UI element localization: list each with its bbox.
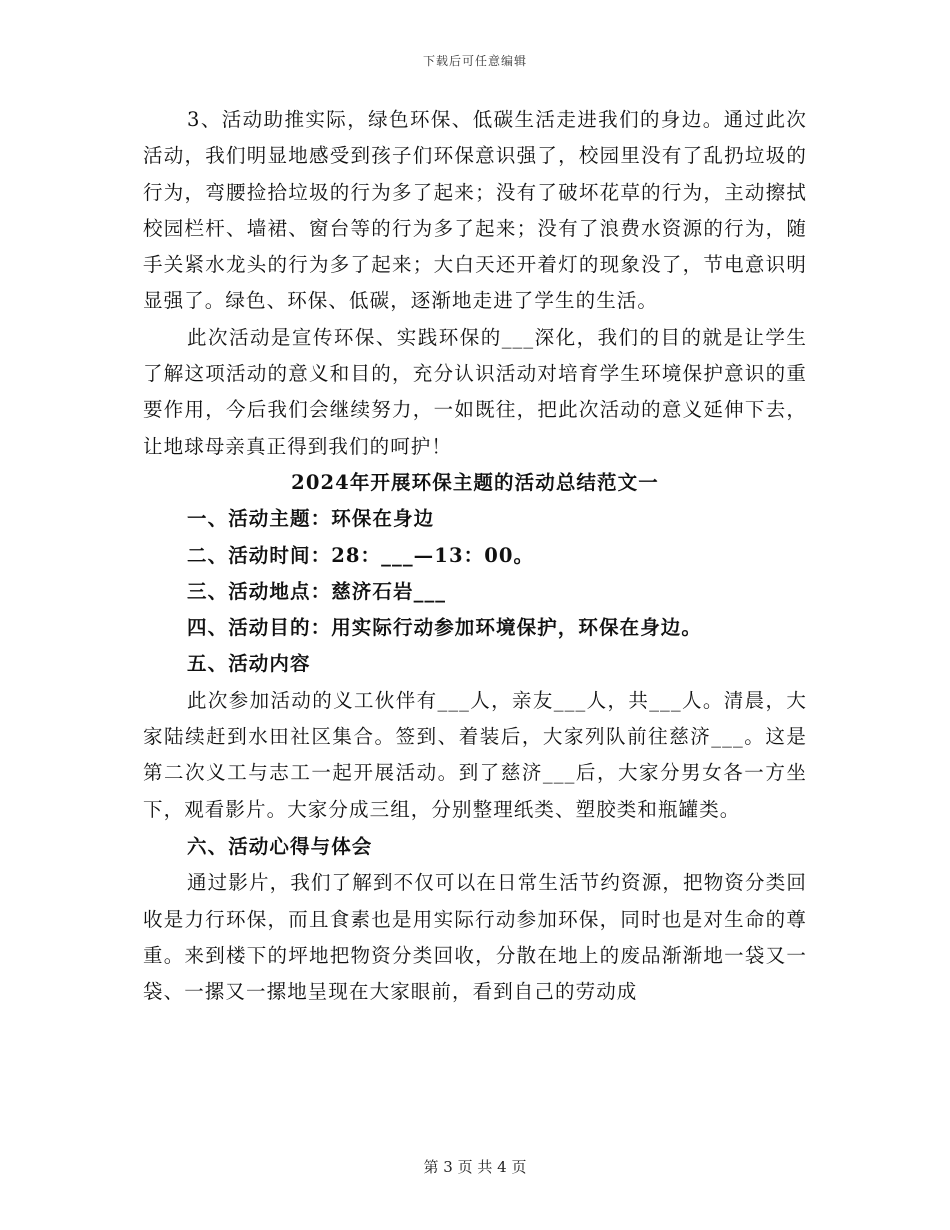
heading-activity-time: 二、活动时间：28：___—13：00。 — [187, 543, 535, 567]
paragraph-activity-content: 此次参加活动的义工伙伴有___人，亲友___人，共___人。清晨，大家陆续赶到水田社区集合。签到、着装后，大家列队前往慈济___。这是第二次义工与志工一起开展活动。到了慈济___后，大家分男女各一方坐下，观看影片。大家分成三组，分别整理纸类、塑胶类和瓶罐类。 — [143, 688, 807, 821]
page-header: 下载后可任意编辑 — [422, 54, 527, 68]
page-footer: 第 3 页 共 4 页 — [423, 1158, 527, 1176]
paragraph-experience: 通过影片，我们了解到不仅可以在日常生活节约资源，把物资分类回收是力行环保，而且食素也是用实际行动参加环保，同时也是对生命的尊重。来到楼下的坪地把物资分类回收，分散在地上的废品渐渐地一袋又一袋、一摞又一摞地呈现在大家眼前，看到自己的劳动成 — [143, 871, 807, 1004]
section-title: 2024年开展环保主题的活动总结范文一 — [291, 470, 659, 494]
document-body — [143, 102, 807, 1010]
heading-experience: 六、活动心得与体会 — [187, 834, 373, 858]
heading-activity-theme: 一、活动主题：环保在身边 — [187, 507, 435, 531]
paragraph-activity-purpose: 此次活动是宣传环保、实践环保的___深化，我们的目的就是让学生了解这项活动的意义和目的，充分认识活动对培育学生环境保护意识的重要作用，今后我们会继续努力，一如既往，把此次活动的意义延伸下去，让地球母亲真正得到我们的呵护！ — [143, 325, 807, 458]
heading-activity-content: 五、活动内容 — [187, 652, 311, 676]
heading-activity-goal: 四、活动目的：用实际行动参加环境保护，环保在身边。 — [187, 616, 703, 640]
heading-activity-location: 三、活动地点：慈济石岩___ — [187, 579, 447, 603]
paragraph-activity-result: 3、活动助推实际，绿色环保、低碳生活走进我们的身边。通过此次活动，我们明显地感受到孩子们环保意识强了，校园里没有了乱扔垃圾的行为，弯腰捡拾垃圾的行为多了起来；没有了破坏花草的行为，主动擦拭校园栏杆、墙裙、窗台等的行为多了起来；没有了浪费水资源的行为，随手关紧水龙头的行为多了起来；大白天还开着灯的现象没了，节电意识明显强了。绿色、环保、低碳，逐渐地走进了学生的生活。 — [143, 108, 807, 313]
